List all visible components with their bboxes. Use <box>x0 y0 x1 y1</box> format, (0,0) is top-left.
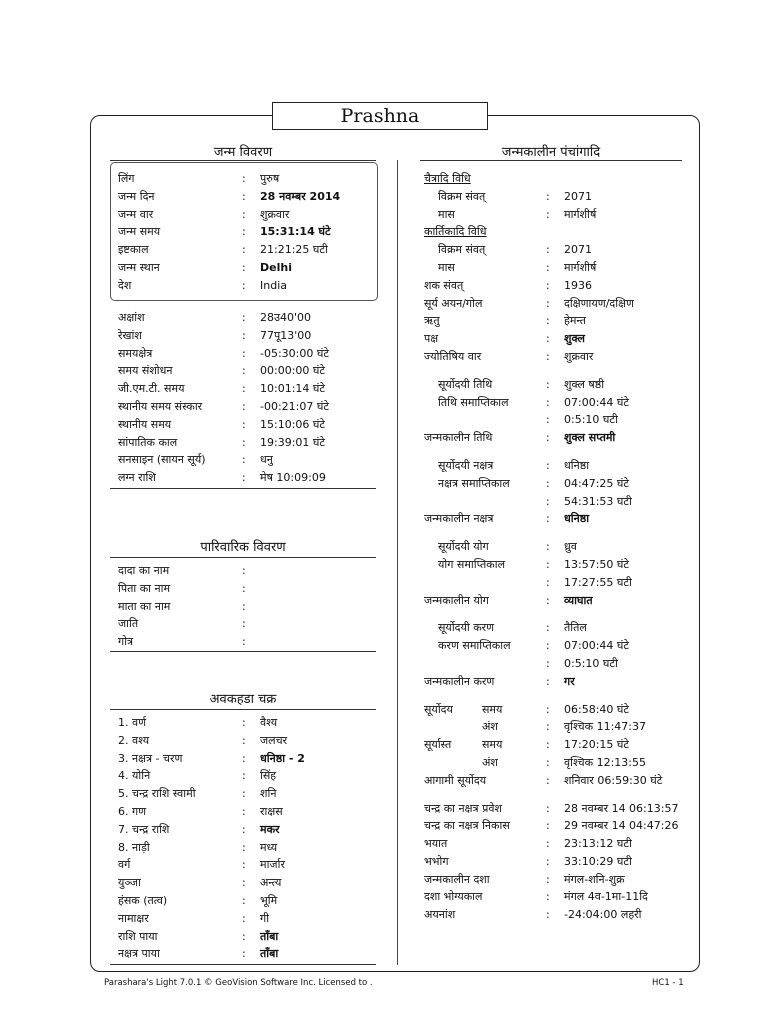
row-colon: : <box>546 349 550 363</box>
row-value: गी <box>260 911 270 925</box>
row-label: सूर्योदयी करण <box>438 621 495 635</box>
row-colon: : <box>242 564 246 577</box>
row-colon: : <box>546 738 550 752</box>
row-value: 15:31:14 घंटे <box>260 225 331 239</box>
footer-page-number: HC1 - 1 <box>652 978 684 988</box>
row-colon: : <box>242 435 246 449</box>
row-value: मेष 10:09:09 <box>260 471 326 485</box>
row-label: लिंग <box>118 172 135 185</box>
row-colon: : <box>242 243 246 257</box>
row-value: हेमन्त <box>564 314 587 328</box>
row-label: सांपातिक काल <box>118 435 178 449</box>
row-colon: : <box>546 458 550 472</box>
row-value: मकर <box>260 822 280 836</box>
row-label: 1. वर्ण <box>118 716 147 729</box>
row-colon: : <box>546 243 550 257</box>
panchang-title-rule <box>420 160 682 161</box>
row-label: आगामी सूर्योदय <box>424 773 487 787</box>
row-colon: : <box>546 656 550 670</box>
row-label: जाति <box>118 617 139 631</box>
row-value: 07:00:44 घंटे <box>564 639 629 653</box>
row-colon: : <box>546 207 550 221</box>
row-value: शुक्रवार <box>260 207 290 221</box>
row-label: योग समाप्तिकाल <box>438 557 506 571</box>
row-colon: : <box>546 377 550 391</box>
geo-rule <box>110 488 376 489</box>
row-label: शक संवत् <box>424 278 464 292</box>
row-value: धनु <box>260 453 273 467</box>
row-value: 00:00:00 घंटे <box>260 364 325 378</box>
avakahada-title-rule <box>110 709 376 710</box>
row-colon: : <box>546 872 550 886</box>
row-label: 7. चन्द्र राशि <box>118 822 170 836</box>
row-colon: : <box>546 189 550 203</box>
row-colon: : <box>546 837 550 851</box>
row-value: 33:10:29 घटी <box>564 854 632 868</box>
row-label: 8. नाड़ी <box>118 840 150 854</box>
row-colon: : <box>242 311 246 324</box>
row-value: 0:5:10 घटी <box>564 413 618 427</box>
row-colon: : <box>242 911 246 925</box>
row-value: मध्य <box>260 840 278 854</box>
row-value: India <box>260 278 287 292</box>
row-label: रेखांश <box>118 328 142 342</box>
row-colon: : <box>546 801 550 815</box>
row-colon: : <box>242 876 246 890</box>
row-colon: : <box>242 417 246 431</box>
row-colon: : <box>242 947 246 961</box>
row-value: राक्षस <box>260 804 283 818</box>
row-label: कार्तिकादि विधि <box>424 225 487 239</box>
row-colon: : <box>546 260 550 274</box>
row-colon: : <box>242 189 246 203</box>
row-value: 23:13:12 घटी <box>564 837 632 851</box>
row-value: व्याघात <box>564 593 593 607</box>
row-colon: : <box>242 733 246 747</box>
row-label: गोत्र <box>118 635 134 649</box>
row-colon: : <box>242 382 246 396</box>
row-value: मंगल 4व-1मा-11दि <box>564 890 648 904</box>
row-colon: : <box>546 395 550 409</box>
row-label: तिथि समाप्तिकाल <box>438 395 509 409</box>
row-colon: : <box>242 716 246 729</box>
row-colon: : <box>546 593 550 607</box>
row-label: हंसक (तत्व) <box>118 893 168 907</box>
row-value: 28 नवम्बर 14 06:13:57 <box>564 801 679 815</box>
avakahada-rule <box>110 964 376 965</box>
row-sublabel: समय <box>482 702 503 716</box>
row-label: राशि पाया <box>118 929 158 943</box>
row-label: 4. योनि <box>118 769 151 783</box>
row-colon: : <box>546 332 550 346</box>
row-label: नक्षत्र पाया <box>118 947 160 961</box>
column-divider <box>397 160 398 965</box>
row-label: अयनांश <box>424 908 456 922</box>
row-colon: : <box>242 804 246 818</box>
row-value: 10:01:14 घंटे <box>260 382 325 396</box>
row-colon: : <box>546 512 550 526</box>
row-colon: : <box>546 476 550 490</box>
row-value: वृश्चिक 11:47:37 <box>564 720 646 734</box>
row-value: मार्गशीर्ष <box>564 207 597 221</box>
row-label: विक्रम संवत् <box>438 189 486 203</box>
row-label: नामाक्षर <box>118 911 149 925</box>
row-label: युञ्जा <box>118 876 141 890</box>
row-colon: : <box>546 278 550 292</box>
row-value: पुरुष <box>260 172 280 185</box>
row-value: -05:30:00 घंटे <box>260 346 329 360</box>
row-value: ताँबा <box>260 929 279 943</box>
row-value: 07:00:44 घंटे <box>564 395 629 409</box>
row-colon: : <box>242 328 246 342</box>
row-colon: : <box>546 575 550 589</box>
row-value: ध्रुव <box>564 540 577 554</box>
row-colon: : <box>242 769 246 783</box>
row-colon: : <box>546 621 550 635</box>
birth-details-title: जन्म विवरण <box>213 145 273 160</box>
row-colon: : <box>242 840 246 854</box>
row-label: 5. चन्द्र राशि स्वामी <box>118 787 196 801</box>
row-value: गर <box>564 674 575 688</box>
row-colon: : <box>242 822 246 836</box>
row-colon: : <box>546 431 550 445</box>
row-label: पक्ष <box>424 332 439 346</box>
row-label: चैत्रादि विधि <box>424 172 471 185</box>
row-label: करण समाप्तिकाल <box>438 639 511 653</box>
row-value: वैश्य <box>260 716 278 729</box>
row-sublabel: अंश <box>482 720 498 734</box>
row-sublabel: अंश <box>482 755 498 769</box>
row-colon: : <box>546 773 550 787</box>
row-value: भूमि <box>260 893 278 907</box>
row-label: नक्षत्र समाप्तिकाल <box>438 476 510 490</box>
row-colon: : <box>546 314 550 328</box>
row-value: -24:04:00 लहरी <box>564 908 642 922</box>
row-value: 77पू13'00 <box>260 328 312 342</box>
row-value: तैतिल <box>564 621 587 635</box>
page-title: Prashna <box>272 102 488 130</box>
row-label: देश <box>118 278 132 292</box>
avakahada-title: अवकहडा चक्र <box>209 692 277 707</box>
row-label: माता का नाम <box>118 599 171 613</box>
row-colon: : <box>242 399 246 413</box>
row-label: इष्टकाल <box>118 243 149 257</box>
row-colon: : <box>546 819 550 833</box>
footer-license: Parashara's Light 7.0.1 © GeoVision Software Inc. Licensed to . <box>104 978 373 988</box>
birth-title-rule <box>110 160 376 161</box>
row-label: सूर्यास्त <box>424 738 452 752</box>
row-label: समयक्षेत्र <box>118 346 153 360</box>
row-label: सूर्योदयी योग <box>438 540 489 554</box>
row-colon: : <box>242 225 246 239</box>
row-value: 2071 <box>564 243 592 257</box>
row-colon: : <box>242 471 246 485</box>
row-label: पिता का नाम <box>118 581 171 595</box>
row-label: समय संशोधन <box>118 364 173 378</box>
row-colon: : <box>546 755 550 769</box>
row-colon: : <box>242 787 246 801</box>
row-label: सूर्योदयी नक्षत्र <box>438 458 494 472</box>
row-colon: : <box>242 751 246 765</box>
row-colon: : <box>242 364 246 378</box>
row-label: सूर्योदय <box>424 702 453 716</box>
panchang-title: जन्मकालीन पंचांगादि <box>501 145 601 160</box>
row-label: स्थानीय समय <box>118 417 172 431</box>
row-value: शुक्रवार <box>564 349 594 363</box>
row-value: ताँबा <box>260 947 279 961</box>
row-value: 15:10:06 घंटे <box>260 417 325 431</box>
row-value: मार्जार <box>260 858 285 872</box>
row-value: धनिष्ठा <box>564 458 590 472</box>
row-label: 2. वश्य <box>118 733 150 747</box>
row-colon: : <box>546 540 550 554</box>
row-colon: : <box>546 720 550 734</box>
row-label: मास <box>438 207 455 221</box>
row-colon: : <box>546 674 550 688</box>
row-value: 04:47:25 घंटे <box>564 476 629 490</box>
row-colon: : <box>242 858 246 872</box>
row-value: शुक्ल सप्तमी <box>564 431 616 445</box>
row-value: धनिष्ठा <box>564 512 590 526</box>
row-colon: : <box>242 929 246 943</box>
row-colon: : <box>242 346 246 360</box>
row-colon: : <box>242 278 246 292</box>
row-label: ऋतु <box>424 314 440 328</box>
row-colon: : <box>546 890 550 904</box>
row-label: सूर्य अयन/गोल <box>424 296 483 310</box>
family-rule <box>110 651 376 652</box>
row-sublabel: समय <box>482 738 503 752</box>
row-label: जन्मकालीन नक्षत्र <box>424 512 494 526</box>
row-colon: : <box>546 557 550 571</box>
row-colon: : <box>242 599 246 613</box>
row-colon: : <box>242 635 246 649</box>
row-label: 6. गण <box>118 804 147 818</box>
row-value: 28उ40'00 <box>260 311 312 324</box>
row-value: 17:20:15 घंटे <box>564 738 629 752</box>
row-value: -00:21:07 घंटे <box>260 399 329 413</box>
row-value: शनिवार 06:59:30 घंटे <box>564 773 663 787</box>
row-colon: : <box>546 639 550 653</box>
row-label: ज्योतिषिय वार <box>424 349 482 363</box>
row-colon: : <box>546 494 550 508</box>
row-colon: : <box>546 908 550 922</box>
family-details-title: पारिवारिक विवरण <box>200 540 286 555</box>
row-colon: : <box>546 702 550 716</box>
row-value: दक्षिणायण/दक्षिण <box>564 296 634 310</box>
row-value: 19:39:01 घंटे <box>260 435 325 449</box>
row-label: दादा का नाम <box>118 564 170 577</box>
row-label: सूर्योदयी तिथि <box>438 377 493 391</box>
row-label: दशा भोग्यकाल <box>424 890 483 904</box>
row-value: मंगल-शनि-शुक्र <box>564 872 625 886</box>
row-value: 1936 <box>564 278 592 292</box>
row-label: चन्द्र का नक्षत्र प्रवेश <box>424 801 502 815</box>
row-label: विक्रम संवत् <box>438 243 486 257</box>
row-colon: : <box>546 854 550 868</box>
row-label: 3. नक्षत्र - चरण <box>118 751 183 765</box>
row-label: जन्मकालीन तिथि <box>424 431 493 445</box>
row-label: लग्न राशि <box>118 471 156 485</box>
row-colon: : <box>242 207 246 221</box>
row-value: शनि <box>260 787 277 801</box>
row-colon: : <box>242 172 246 185</box>
row-label: वर्ग <box>118 858 131 872</box>
row-label: भभोग <box>424 854 449 868</box>
row-value: 54:31:53 घटी <box>564 494 632 508</box>
row-value: सिंह <box>260 769 277 783</box>
row-colon: : <box>242 453 246 467</box>
row-label: अक्षांश <box>118 311 145 324</box>
row-label: जन्मकालीन दशा <box>424 872 490 886</box>
row-colon: : <box>242 260 246 274</box>
row-value: 13:57:50 घंटे <box>564 557 629 571</box>
row-value: शुक्ल <box>564 332 585 346</box>
row-value: 06:58:40 घंटे <box>564 702 629 716</box>
row-colon: : <box>242 581 246 595</box>
row-label: जन्मकालीन करण <box>424 674 495 688</box>
row-label: जन्मकालीन योग <box>424 593 489 607</box>
row-label: भयात <box>424 837 448 851</box>
row-value: 17:27:55 घटी <box>564 575 632 589</box>
row-label: जन्म वार <box>118 207 154 221</box>
row-value: 28 नवम्बर 2014 <box>260 189 341 203</box>
family-title-rule <box>110 557 376 558</box>
row-value: Delhi <box>260 260 292 274</box>
row-label: सनसाइन (सायन सूर्य) <box>118 453 206 467</box>
row-value: शुक्ल षष्ठी <box>564 377 605 391</box>
row-value: अन्त्य <box>260 876 282 890</box>
row-label: चन्द्र का नक्षत्र निकास <box>424 819 510 833</box>
row-value: 0:5:10 घटी <box>564 656 618 670</box>
row-colon: : <box>242 893 246 907</box>
row-value: 21:21:25 घटी <box>260 243 328 257</box>
row-label: जन्म स्थान <box>118 260 160 274</box>
row-value: जलचर <box>260 733 288 747</box>
row-value: 2071 <box>564 189 592 203</box>
row-colon: : <box>242 617 246 631</box>
row-label: जी.एम.टी. समय <box>118 382 185 396</box>
row-label: स्थानीय समय संस्कार <box>118 399 203 413</box>
row-label: मास <box>438 260 455 274</box>
row-value: 29 नवम्बर 14 04:47:26 <box>564 819 679 833</box>
row-colon: : <box>546 413 550 427</box>
row-label: जन्म समय <box>118 225 161 239</box>
row-value: धनिष्ठा - 2 <box>260 751 305 765</box>
row-value: मार्गशीर्ष <box>564 260 597 274</box>
row-colon: : <box>546 296 550 310</box>
row-label: जन्म दिन <box>118 189 155 203</box>
row-value: वृश्चिक 12:13:55 <box>564 755 646 769</box>
